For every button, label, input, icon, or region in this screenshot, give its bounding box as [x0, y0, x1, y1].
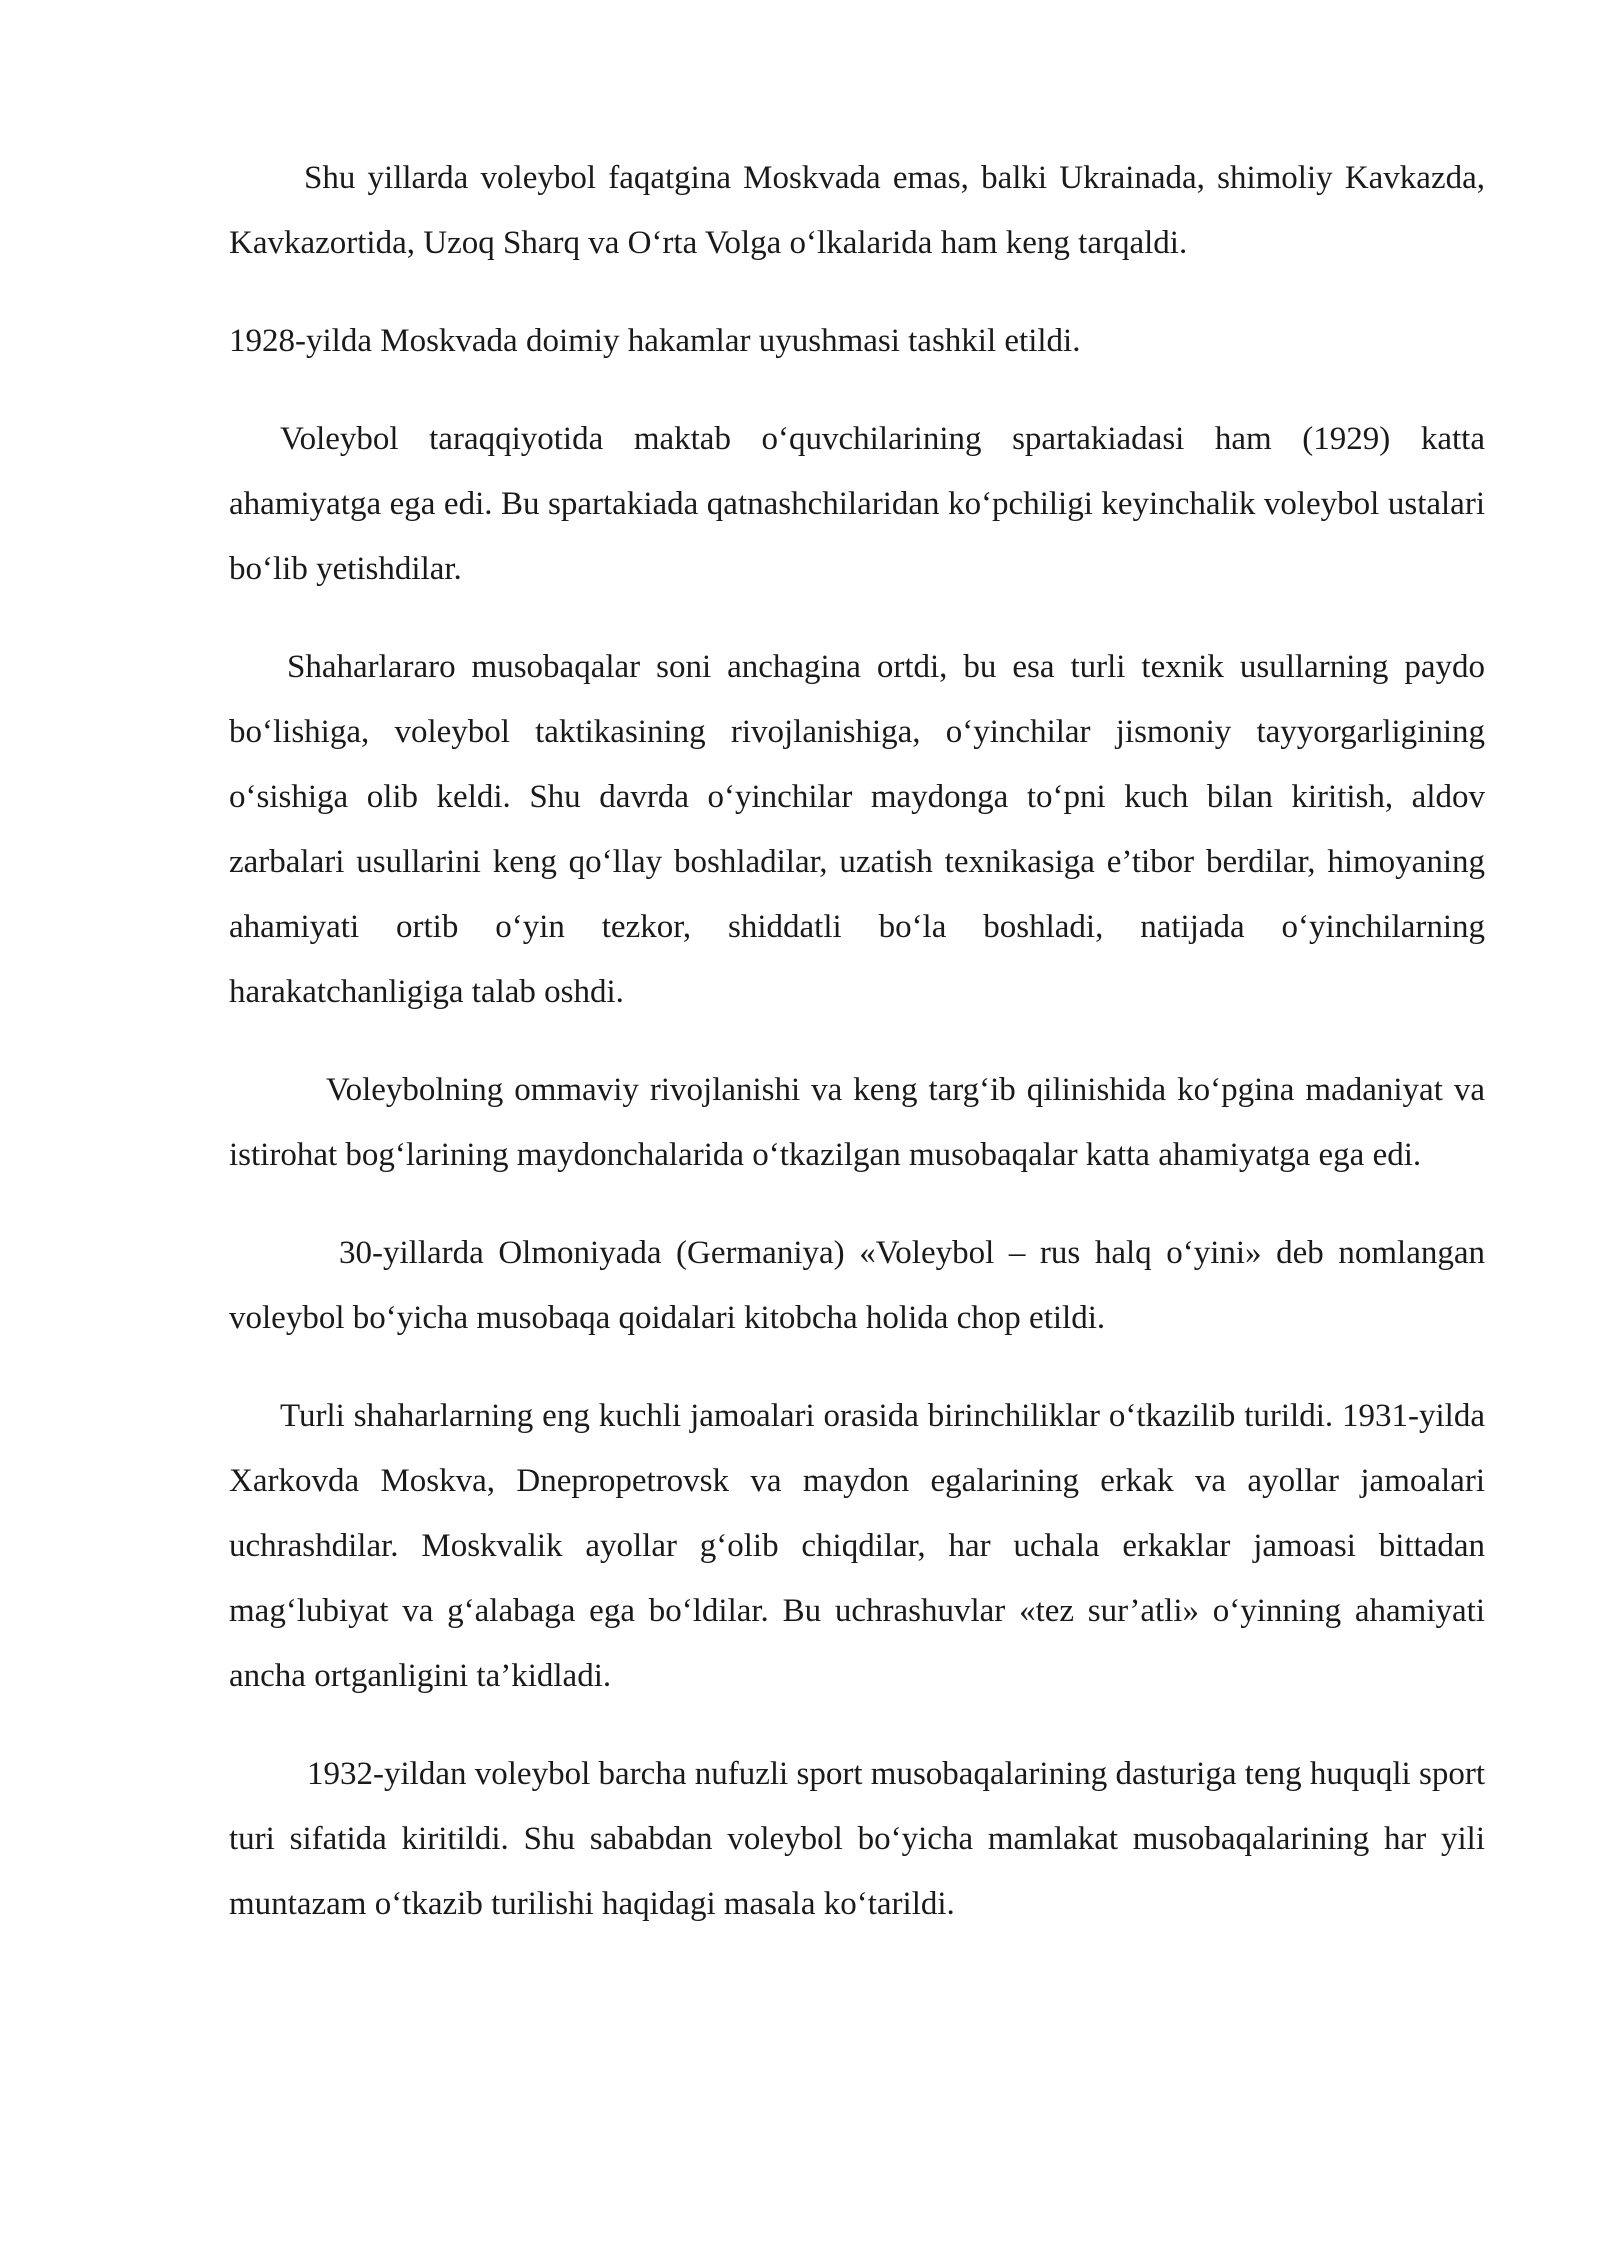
paragraph-8: 1932-yildan voleybol barcha nufuzli sport musobaqalarining dasturiga teng huquqli sport turi sifatida kiritildi. Shu sababdan voleybol bo‘yicha mamlakat musobaqalarining har yili muntazam o‘tkazib turilishi haqidagi masala ko‘tarildi. — [229, 1756, 1485, 1922]
paragraph-7: Turli shaharlarning eng kuchli jamoalari orasida birinchiliklar o‘tkazilib turildi. 1931-yilda Xarkovda Moskva, Dnepropetrovsk va maydon egalarining erkak va ayollar jamoalari uchrashdilar. Moskvalik ayollar g‘olib chiqdilar, har uchala erkaklar jamoasi bittadan mag‘lubiyat va g‘alabaga ega bo‘ldilar. Bu uchrashuvlar «tez sur’atli» o‘yinning ahamiyati ancha ortganligini ta’kidladi. — [229, 1398, 1485, 1694]
document-body — [229, 146, 1485, 1937]
paragraph-3: Voleybol taraqqiyotida maktab o‘quvchilarining spartakiadasi ham (1929) katta ahamiyatga ega edi. Bu spartakiada qatnashchilaridan ko‘pchiligi keyinchalik voleybol ustalari bo‘lib yetishdilar. — [229, 421, 1485, 587]
paragraph-4: Shaharlararo musobaqalar soni anchagina ortdi, bu esa turli texnik usullarning paydo bo‘lishiga, voleybol taktikasining rivojlanishiga, o‘yinchilar jismoniy tayyorgarligining o‘sishiga olib keldi. Shu davrda o‘yinchilar maydonga to‘pni kuch bilan kiritish, aldov zarbalari usullarini keng qo‘llay boshladilar, uzatish texnikasiga e’tibor berdilar, himoyaning ahamiyati ortib o‘yin tezkor, shiddatli bo‘la boshladi, natijada o‘yinchilarning harakatchanligiga talab oshdi. — [229, 649, 1485, 1010]
paragraph-2: 1928-yilda Moskvada doimiy hakamlar uyushmasi tashkil etildi. — [229, 323, 1081, 359]
paragraph-6: 30-yillarda Olmoniyada (Germaniya) «Voleybol – rus halq o‘yini» deb nomlangan voleybol bo‘yicha musobaqa qoidalari kitobcha holida chop etildi. — [229, 1235, 1485, 1336]
paragraph-1: Shu yillarda voleybol faqatgina Moskvada emas, balki Ukrainada, shimoliy Kavkazda, Kavkazortida, Uzoq Sharq va O‘rta Volga o‘lkalarida ham keng tarqaldi. — [229, 160, 1485, 261]
paragraph-5: Voleybolning ommaviy rivojlanishi va keng targ‘ib qilinishida ko‘pgina madaniyat va istirohat bog‘larining maydonchalarida o‘tkazilgan musobaqalar katta ahamiyatga ega edi. — [229, 1072, 1485, 1173]
